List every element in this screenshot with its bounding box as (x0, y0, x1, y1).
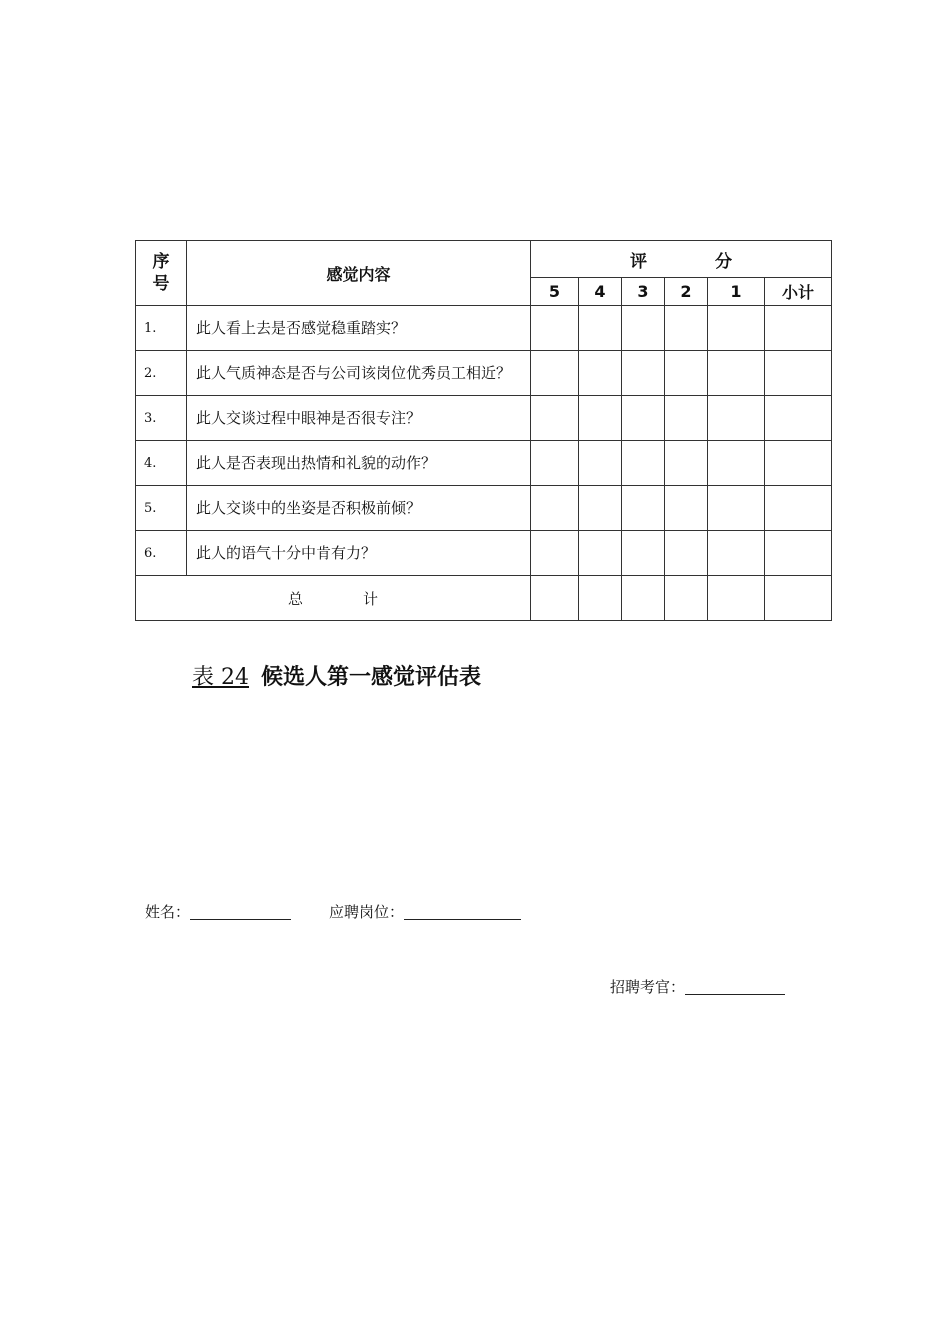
score-cell[interactable] (622, 351, 665, 396)
row-content: 此人交谈过程中眼神是否很专注？ (187, 396, 531, 441)
subtotal-cell[interactable] (765, 486, 832, 531)
score-cell[interactable] (665, 531, 708, 576)
score-cell[interactable] (531, 351, 579, 396)
row-content: 此人是否表现出热情和礼貌的动作？ (187, 441, 531, 486)
row-content: 此人的语气十分中肯有力？ (187, 531, 531, 576)
score-col-subtotal: 小计 (765, 278, 832, 306)
score-col-2: 2 (665, 278, 708, 306)
table-row (136, 486, 832, 531)
score-cell[interactable] (665, 441, 708, 486)
table-row (136, 351, 832, 396)
evaluation-table (135, 240, 832, 621)
score-cell[interactable] (579, 576, 622, 621)
score-cell[interactable] (531, 576, 579, 621)
score-cell[interactable] (531, 486, 579, 531)
row-content: 此人交谈中的坐姿是否积极前倾？ (187, 486, 531, 531)
score-cell[interactable] (579, 351, 622, 396)
score-cell[interactable] (708, 576, 765, 621)
header-number-char: 号 (152, 274, 170, 294)
score-cell[interactable] (622, 531, 665, 576)
score-col-3: 3 (622, 278, 665, 306)
position-field (329, 901, 521, 922)
row-number: 3. (136, 396, 187, 441)
row-content: 此人看上去是否感觉稳重踏实？ (187, 306, 531, 351)
header-content: 感觉内容 (187, 241, 531, 306)
total-label: 总 计 (136, 576, 531, 621)
total-row (136, 576, 832, 621)
score-col-5: 5 (531, 278, 579, 306)
score-cell[interactable] (665, 306, 708, 351)
score-cell[interactable] (531, 306, 579, 351)
name-label: 姓名： (145, 903, 191, 921)
score-cell[interactable] (665, 576, 708, 621)
table-row (136, 396, 832, 441)
row-number: 2. (136, 351, 187, 396)
score-cell[interactable] (579, 531, 622, 576)
score-cell[interactable] (708, 306, 765, 351)
table-row (136, 441, 832, 486)
score-cell[interactable] (622, 486, 665, 531)
score-cell[interactable] (531, 531, 579, 576)
position-blank[interactable] (404, 903, 521, 920)
score-cell[interactable] (708, 396, 765, 441)
score-cell[interactable] (708, 441, 765, 486)
header-number-char: 序 (152, 252, 170, 272)
row-number: 1. (136, 306, 187, 351)
score-cell[interactable] (665, 396, 708, 441)
score-cell[interactable] (531, 441, 579, 486)
subtotal-cell[interactable] (765, 441, 832, 486)
score-cell[interactable] (665, 486, 708, 531)
interviewer-field (610, 976, 785, 997)
row-number: 6. (136, 531, 187, 576)
subtotal-cell[interactable] (765, 351, 832, 396)
row-number: 5. (136, 486, 187, 531)
score-cell[interactable] (579, 396, 622, 441)
subtotal-cell[interactable] (765, 576, 832, 621)
score-cell[interactable] (579, 441, 622, 486)
table-row (136, 531, 832, 576)
interviewer-label: 招聘考官： (610, 978, 686, 996)
table-row (136, 306, 832, 351)
header-number (136, 241, 187, 306)
table-caption (192, 660, 481, 691)
subtotal-cell[interactable] (765, 306, 832, 351)
position-label: 应聘岗位： (329, 903, 405, 921)
name-field (145, 901, 291, 922)
score-cell[interactable] (708, 351, 765, 396)
row-content: 此人气质神态是否与公司该岗位优秀员工相近？ (187, 351, 531, 396)
score-cell[interactable] (622, 306, 665, 351)
score-col-4: 4 (579, 278, 622, 306)
score-cell[interactable] (622, 576, 665, 621)
score-cell[interactable] (708, 531, 765, 576)
score-cell[interactable] (622, 396, 665, 441)
header-score-group: 评 分 (531, 241, 832, 278)
score-cell[interactable] (579, 306, 622, 351)
score-col-1: 1 (708, 278, 765, 306)
score-cell[interactable] (531, 396, 579, 441)
score-cell[interactable] (708, 486, 765, 531)
interviewer-blank[interactable] (685, 978, 785, 995)
score-cell[interactable] (665, 351, 708, 396)
caption-title: 候选人第一感觉评估表 (261, 665, 482, 690)
subtotal-cell[interactable] (765, 396, 832, 441)
subtotal-cell[interactable] (765, 531, 832, 576)
name-blank[interactable] (190, 903, 291, 920)
row-number: 4. (136, 441, 187, 486)
score-cell[interactable] (579, 486, 622, 531)
caption-number: 表 24 (192, 665, 249, 690)
score-cell[interactable] (622, 441, 665, 486)
